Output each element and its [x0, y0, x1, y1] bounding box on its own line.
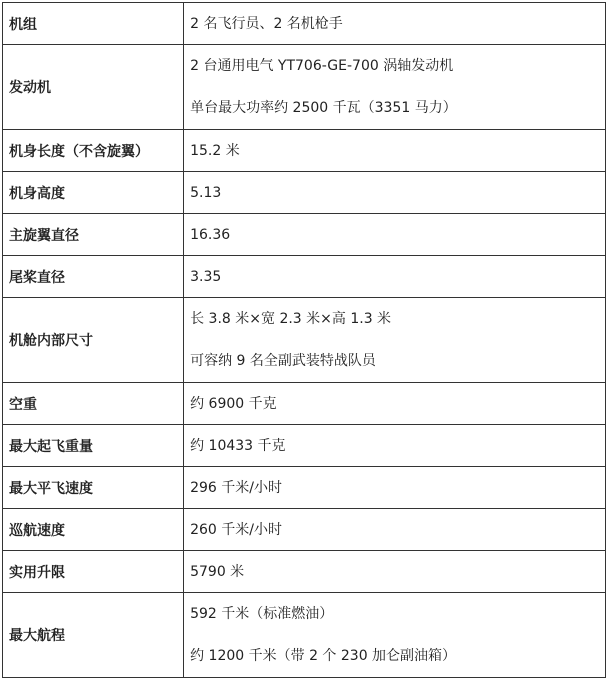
value-line: 2 名飞行员、2 名机枪手	[190, 15, 343, 32]
row-label: 尾桨直径	[3, 256, 184, 298]
table-row	[3, 214, 606, 256]
row-value	[184, 425, 606, 467]
row-label: 主旋翼直径	[3, 214, 184, 256]
value-line: 296 千米/小时	[190, 479, 282, 496]
row-label: 空重	[3, 383, 184, 425]
row-value	[184, 593, 606, 678]
value-line: 2 台通用电气 YT706-GE-700 涡轴发动机	[190, 58, 454, 74]
table-row	[3, 383, 606, 425]
row-value	[184, 214, 606, 256]
spec-table	[2, 2, 606, 678]
row-value	[184, 509, 606, 551]
row-value	[184, 256, 606, 298]
row-value	[184, 551, 606, 593]
table-row	[3, 425, 606, 467]
row-value	[184, 172, 606, 214]
row-label: 最大航程	[3, 593, 184, 678]
table-row	[3, 130, 606, 172]
value-line: 5790 米	[190, 563, 245, 580]
value-line: 单台最大功率约 2500 千瓦（3351 马力）	[190, 100, 457, 116]
row-label: 实用升限	[3, 551, 184, 593]
row-label: 机身长度（不含旋翼）	[3, 130, 184, 172]
row-value	[184, 130, 606, 172]
table-row	[3, 256, 606, 298]
value-line: 约 6900 千克	[190, 395, 277, 412]
row-label: 发动机	[3, 45, 184, 130]
table-row	[3, 172, 606, 214]
value-line: 长 3.8 米×宽 2.3 米×高 1.3 米	[190, 311, 392, 327]
table-row	[3, 298, 606, 383]
value-line: 3.35	[190, 268, 222, 285]
row-label: 巡航速度	[3, 509, 184, 551]
table-row	[3, 45, 606, 130]
value-line: 约 10433 千克	[190, 437, 286, 454]
row-value	[184, 45, 606, 130]
row-value	[184, 3, 606, 45]
row-value	[184, 298, 606, 383]
row-label: 最大起飞重量	[3, 425, 184, 467]
row-label: 最大平飞速度	[3, 467, 184, 509]
value-line: 15.2 米	[190, 142, 240, 159]
value-line: 592 千米（标准燃油）	[190, 606, 334, 622]
table-row	[3, 551, 606, 593]
row-label: 机组	[3, 3, 184, 45]
value-line: 16.36	[190, 226, 231, 243]
row-label: 机身高度	[3, 172, 184, 214]
table-row	[3, 3, 606, 45]
row-label: 机舱内部尺寸	[3, 298, 184, 383]
table-row	[3, 467, 606, 509]
table-row	[3, 509, 606, 551]
row-value	[184, 383, 606, 425]
value-line: 约 1200 千米（带 2 个 230 加仑副油箱）	[190, 648, 457, 664]
row-value	[184, 467, 606, 509]
value-line: 5.13	[190, 184, 222, 201]
value-line: 可容纳 9 名全副武装特战队员	[190, 353, 376, 369]
value-line: 260 千米/小时	[190, 521, 282, 538]
table-row	[3, 593, 606, 678]
